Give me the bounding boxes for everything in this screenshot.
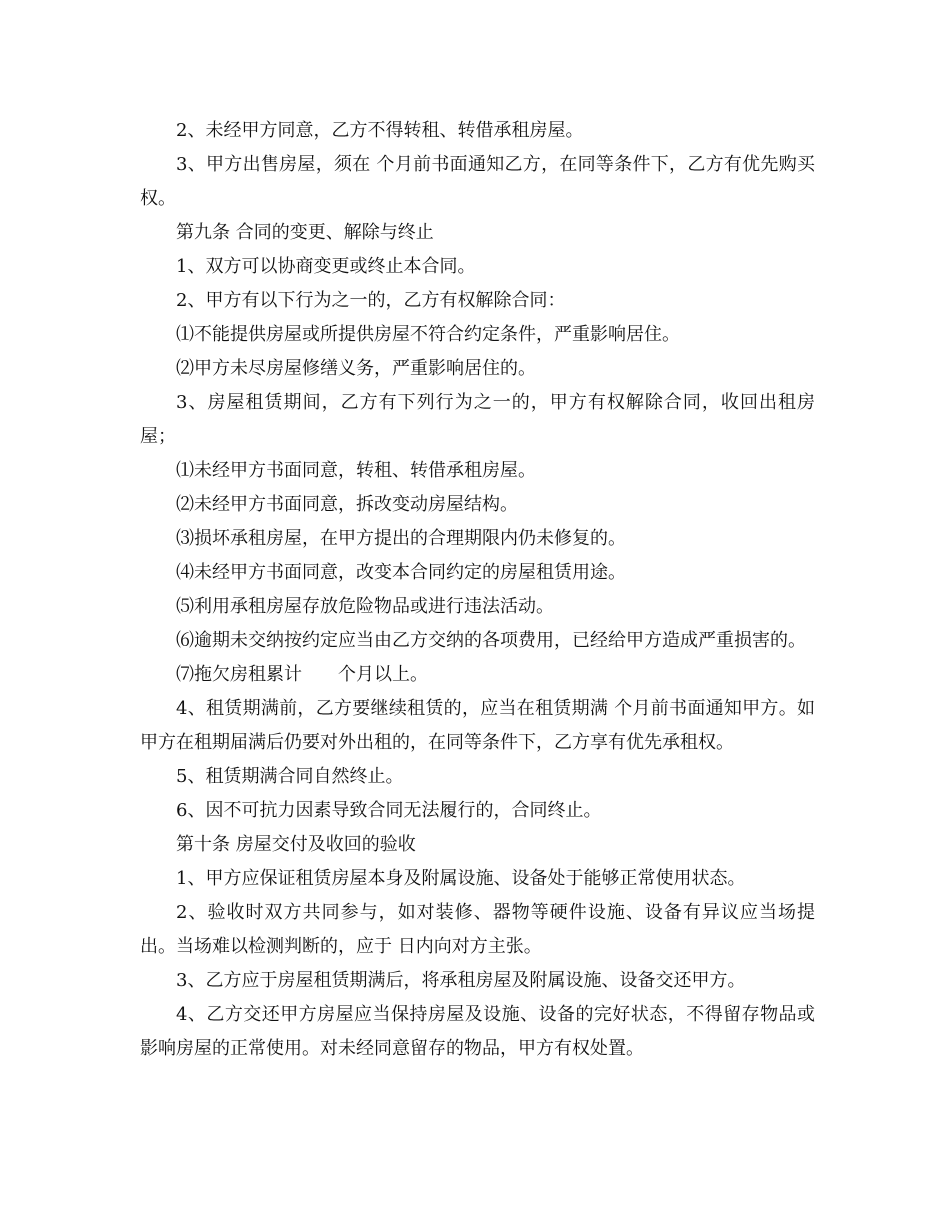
clause-paragraph: 3、乙方应于房屋租赁期满后，将承租房屋及附属设施、设备交还甲方。 (176, 970, 746, 991)
clause-paragraph: 5、租赁期满合同自然终止。 (176, 766, 404, 787)
sub-clause-paragraph: ⑹逾期未交纳按约定应当由乙方交纳的各项费用，已经给甲方造成严重损害的。 (176, 630, 806, 651)
sub-clause-paragraph: ⑵未经甲方书面同意，拆改变动房屋结构。 (176, 494, 518, 515)
section-heading: 第九条 合同的变更、解除与终止 (176, 222, 434, 243)
sub-clause-paragraph: ⑵甲方未尽房屋修缮义务，严重影响居住的。 (176, 358, 536, 379)
sub-clause-paragraph: ⑷未经甲方书面同意，改变本合同约定的房屋租赁用途。 (176, 562, 626, 583)
clause-paragraph: 2、未经甲方同意，乙方不得转租、转借承租房屋。 (176, 120, 584, 141)
clause-paragraph: 4、租赁期满前，乙方要继续租赁的，应当在租赁期满 个月前书面通知甲方。如甲方在租期届满后仍要对外出租的，在同等条件下，乙方享有优先承租权。 (140, 698, 815, 753)
sub-clause-paragraph: ⑴不能提供房屋或所提供房屋不符合约定条件，严重影响居住。 (176, 324, 680, 345)
sub-clause-paragraph: ⑶损坏承租房屋，在甲方提出的合理期限内仍未修复的。 (176, 528, 626, 549)
clause-paragraph: 3、房屋租赁期间，乙方有下列行为之一的，甲方有权解除合同，收回出租房屋； (140, 392, 815, 447)
section-heading: 第十条 房屋交付及收回的验收 (176, 834, 416, 855)
clause-paragraph: 3、甲方出售房屋，须在 个月前书面通知乙方，在同等条件下，乙方有优先购买权。 (140, 154, 815, 209)
clause-paragraph: 2、验收时双方共同参与，如对装修、器物等硬件设施、设备有异议应当场提出。当场难以检测判断的，应于 日内向对方主张。 (140, 902, 815, 957)
clause-paragraph: 2、甲方有以下行为之一的，乙方有权解除合同： (176, 290, 566, 311)
document-body (140, 114, 815, 1066)
clause-paragraph: 4、乙方交还甲方房屋应当保持房屋及设施、设备的完好状态，不得留存物品或影响房屋的正常使用。对未经同意留存的物品，甲方有权处置。 (140, 1004, 815, 1059)
clause-paragraph: 6、因不可抗力因素导致合同无法履行的，合同终止。 (176, 800, 602, 821)
sub-clause-paragraph: ⑺拖欠房租累计 个月以上。 (176, 664, 428, 685)
clause-paragraph: 1、甲方应保证租赁房屋本身及附属设施、设备处于能够正常使用状态。 (176, 868, 746, 889)
sub-clause-paragraph: ⑸利用承租房屋存放危险物品或进行违法活动。 (176, 596, 554, 617)
sub-clause-paragraph: ⑴未经甲方书面同意，转租、转借承租房屋。 (176, 460, 536, 481)
clause-paragraph: 1、双方可以协商变更或终止本合同。 (176, 256, 476, 277)
